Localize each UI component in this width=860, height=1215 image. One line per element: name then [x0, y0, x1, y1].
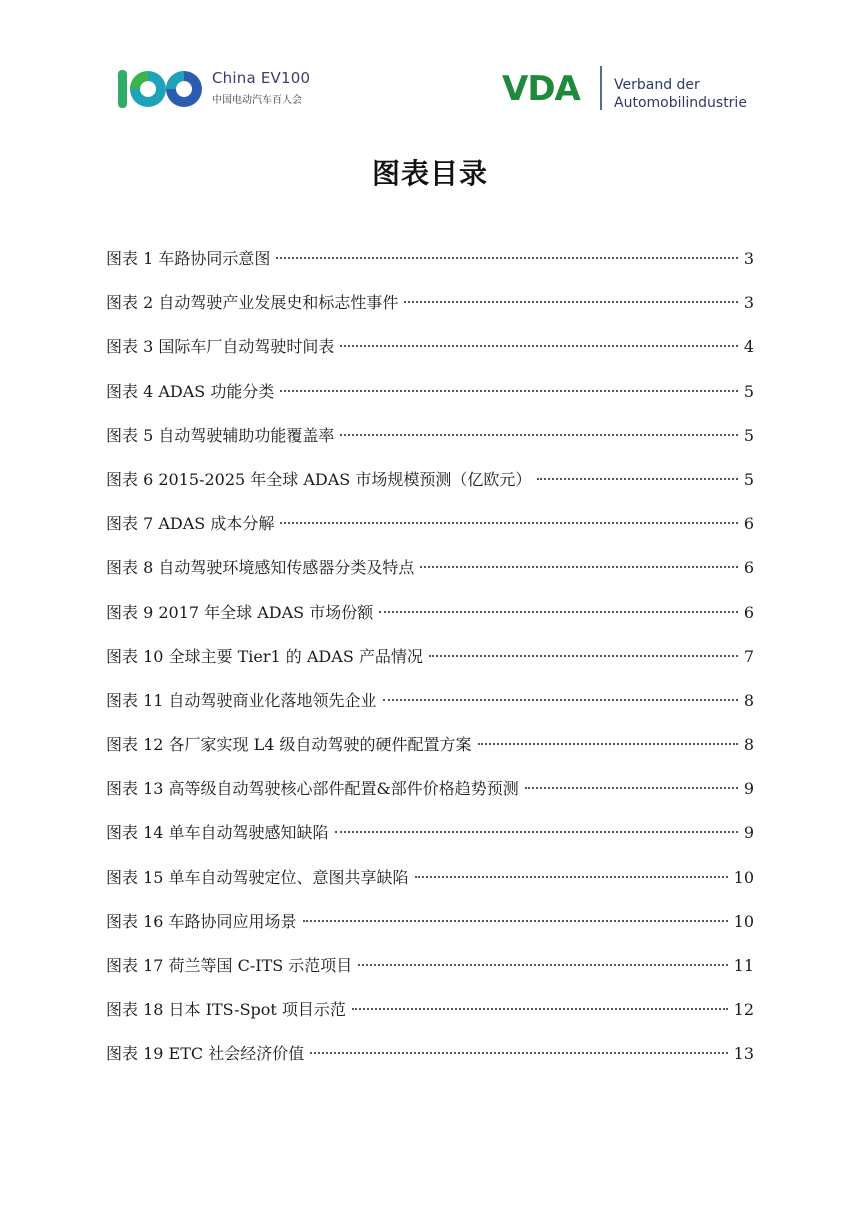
toc-leader-dots: [276, 257, 737, 259]
toc-leader-dots: [420, 566, 737, 568]
toc-entry-label: 图表 15 单车自动驾驶定位、意图共享缺陷: [106, 867, 409, 887]
ev100-mark-icon: [114, 64, 206, 114]
toc-entry-label: 图表 12 各厂家实现 L4 级自动驾驶的硬件配置方案: [106, 735, 472, 755]
vda-divider: [600, 66, 602, 110]
toc-entry-label: 图表 16 车路协同应用场景: [106, 911, 297, 931]
table-of-figures: [106, 248, 754, 1088]
toc-entry[interactable]: [106, 513, 754, 557]
toc-entry-page: 7: [743, 646, 754, 666]
toc-entry-page: 11: [733, 956, 754, 975]
toc-leader-dots: [383, 699, 738, 701]
toc-entry-label: 图表 4 ADAS 功能分类: [106, 381, 275, 401]
toc-entry-label: 图表 17 荷兰等国 C-ITS 示范项目: [106, 956, 353, 975]
toc-entry[interactable]: [106, 911, 754, 955]
toc-entry-page: 5: [743, 425, 754, 445]
toc-entry[interactable]: [106, 336, 754, 380]
toc-entry-label: 图表 2 自动驾驶产业发展史和标志性事件: [106, 293, 399, 313]
toc-entry-label: 图表 9 2017 年全球 ADAS 市场份额: [106, 602, 374, 622]
toc-entry-page: 13: [733, 1044, 754, 1064]
toc-leader-dots: [358, 964, 727, 966]
page-header: [0, 60, 860, 120]
toc-entry[interactable]: [106, 425, 754, 469]
toc-entry-label: 图表 19 ETC 社会经济价值: [106, 1044, 305, 1064]
toc-entry-page: 3: [743, 249, 754, 268]
toc-entry[interactable]: [106, 602, 754, 646]
toc-leader-dots: [340, 434, 737, 436]
toc-entry[interactable]: [106, 955, 754, 999]
toc-entry-label: 图表 13 高等级自动驾驶核心部件配置&部件价格趋势预测: [106, 779, 519, 799]
toc-entry-label: 图表 5 自动驾驶辅助功能覆盖率: [106, 425, 335, 445]
toc-entry[interactable]: [106, 557, 754, 601]
toc-entry-page: 8: [743, 735, 754, 755]
toc-entry-page: 3: [743, 293, 754, 313]
toc-entry[interactable]: [106, 822, 754, 866]
vda-logo: [502, 64, 762, 114]
toc-entry-page: 12: [733, 1000, 754, 1020]
toc-entry[interactable]: [106, 1043, 754, 1087]
toc-leader-dots: [352, 1008, 728, 1010]
toc-entry-label: 图表 11 自动驾驶商业化落地领先企业: [106, 690, 377, 710]
toc-leader-dots: [429, 655, 738, 657]
toc-entry-page: 10: [733, 867, 754, 887]
toc-leader-dots: [280, 522, 737, 524]
toc-entry-label: 图表 1 车路协同示意图: [106, 249, 271, 268]
toc-entry[interactable]: [106, 734, 754, 778]
toc-entry[interactable]: [106, 248, 754, 292]
china-ev100-logo: [114, 64, 314, 114]
toc-leader-dots: [379, 611, 738, 613]
toc-entry-page: 9: [743, 823, 754, 843]
toc-entry[interactable]: [106, 999, 754, 1043]
toc-entry-page: 6: [743, 602, 754, 622]
toc-entry[interactable]: [106, 778, 754, 822]
brand-subtitle: 中国电动汽车百人会: [212, 95, 302, 106]
vda-name-line2: Automobilindustrie: [614, 95, 747, 111]
vda-name-line1: Verband der: [614, 77, 700, 93]
toc-entry-label: 图表 10 全球主要 Tier1 的 ADAS 产品情况: [106, 646, 423, 666]
brand-name: China EV100: [212, 69, 311, 87]
toc-entry-label: 图表 7 ADAS 成本分解: [106, 514, 275, 534]
toc-entry[interactable]: [106, 469, 754, 513]
toc-leader-dots: [303, 920, 728, 922]
toc-entry-page: 6: [743, 514, 754, 534]
toc-entry[interactable]: [106, 292, 754, 336]
toc-entry-page: 5: [743, 469, 754, 489]
toc-entry[interactable]: [106, 381, 754, 425]
toc-entry[interactable]: [106, 646, 754, 690]
toc-leader-dots: [404, 301, 737, 303]
toc-entry-page: 10: [733, 911, 754, 931]
page-title: 图表目录: [371, 157, 488, 190]
toc-leader-dots: [310, 1052, 727, 1054]
toc-leader-dots: [537, 478, 737, 480]
toc-leader-dots: [525, 787, 738, 789]
toc-entry-label: 图表 18 日本 ITS-Spot 项目示范: [106, 1000, 346, 1020]
toc-leader-dots: [478, 743, 738, 745]
toc-entry-label: 图表 6 2015-2025 年全球 ADAS 市场规模预测（亿欧元）: [106, 469, 532, 489]
toc-entry-page: 9: [743, 779, 754, 799]
toc-entry-page: 8: [743, 690, 754, 710]
toc-entry-label: 图表 8 自动驾驶环境感知传感器分类及特点: [106, 558, 415, 578]
toc-leader-dots: [340, 345, 737, 347]
toc-leader-dots: [280, 390, 737, 392]
toc-entry[interactable]: [106, 867, 754, 911]
toc-leader-dots: [335, 831, 738, 833]
vda-mark: VDA: [502, 69, 580, 109]
toc-entry-label: 图表 14 单车自动驾驶感知缺陷: [106, 823, 329, 843]
toc-entry-page: 5: [743, 381, 754, 401]
toc-leader-dots: [415, 876, 728, 878]
toc-entry-label: 图表 3 国际车厂自动驾驶时间表: [106, 337, 335, 357]
toc-entry-page: 6: [743, 558, 754, 578]
toc-entry-page: 4: [743, 337, 754, 357]
toc-entry[interactable]: [106, 690, 754, 734]
